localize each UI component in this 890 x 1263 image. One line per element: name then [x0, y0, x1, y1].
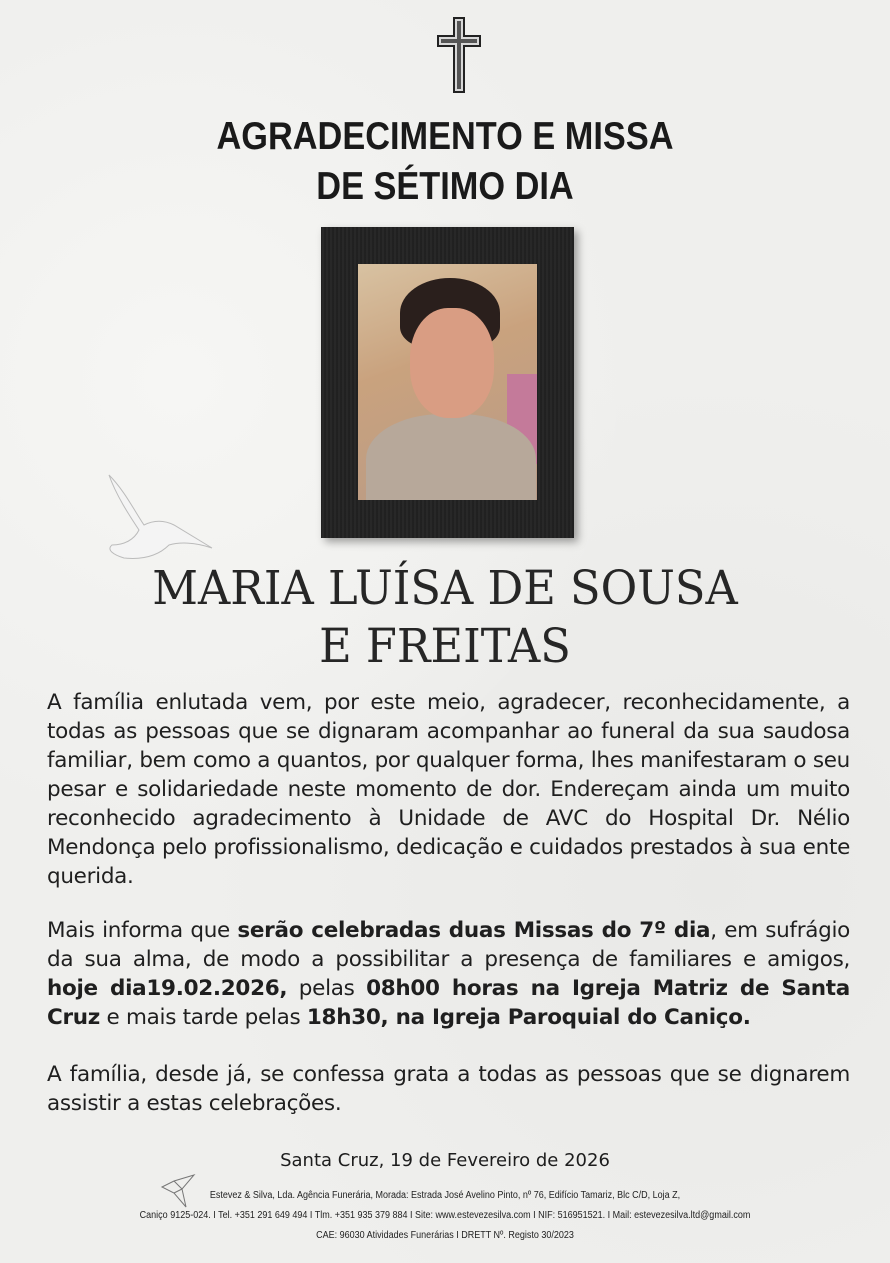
page-title — [53, 112, 836, 212]
closing-paragraph: A família, desde já, se confessa grata a todas as pessoas que se dignarem assistir a estas celebrações. — [47, 1062, 850, 1116]
text: e mais tarde pelas — [100, 1005, 307, 1030]
text: Mais informa que — [47, 918, 238, 943]
name-line-2: E FREITAS — [319, 619, 571, 674]
footer-line-3: CAE: 96030 Atividades Funerárias I DRETT Nº. Registo 30/2023 — [316, 1230, 574, 1241]
mass-paragraph — [47, 916, 850, 1032]
bold-text: hoje dia19.02.2026, — [47, 976, 288, 1001]
title-line-2: DE SÉTIMO DIA — [316, 165, 574, 208]
portrait-photo — [358, 264, 537, 500]
bold-text: serão celebradas duas Missas do 7º dia — [237, 918, 711, 943]
date-line: Santa Cruz, 19 de Fevereiro de 2026 — [280, 1150, 610, 1171]
thanks-paragraph: A família enlutada vem, por este meio, agradecer, reconhecidamente, a todas as pessoas que se dignaram acompanhar ao funeral da sua saudosa familiar, bem como a quantos, por qualquer forma, lhes manifestaram o seu pesar e solidariedade neste momento de dor. Endereçam ainda um muito reconhecido agradecimento à Unidade de AVC do Hospital Dr. Nélio Mendonça pelo profissionalismo, dedicação e cuidados prestados à sua ente querida. — [47, 690, 850, 889]
bold-text: 18h30, na Igreja Paroquial do Caniço. — [306, 1005, 751, 1030]
footer-line-1: Estevez & Silva, Lda. Agência Funerária, Morada: Estrada José Avelino Pinto, nº 76, Edifício Tamariz, Blc C/D, Loja Z, — [209, 1190, 681, 1201]
portrait-frame — [321, 227, 574, 538]
deceased-name — [22, 560, 868, 676]
text: pelas — [287, 976, 367, 1001]
text: , em sufrágio da sua alma, de modo a possibilitar a presença de familiares e amigos, — [47, 918, 850, 972]
bold-text: 08h00 horas na Igreja Matriz de Santa Cruz — [47, 976, 850, 1030]
dove-icon — [104, 470, 214, 570]
title-line-1: AGRADECIMENTO E MISSA — [216, 115, 674, 158]
footer-line-2: Caniço 9125-024. I Tel. +351 291 649 494 I Tlm. +351 935 379 884 I Site: www.estevezesilva.com I NIF: 516951521. I Mail: estevezesilva.ltd@gmail.com — [139, 1210, 751, 1221]
name-line-1: MARIA LUÍSA DE SOUSA — [152, 561, 738, 616]
cross-icon — [436, 16, 482, 94]
